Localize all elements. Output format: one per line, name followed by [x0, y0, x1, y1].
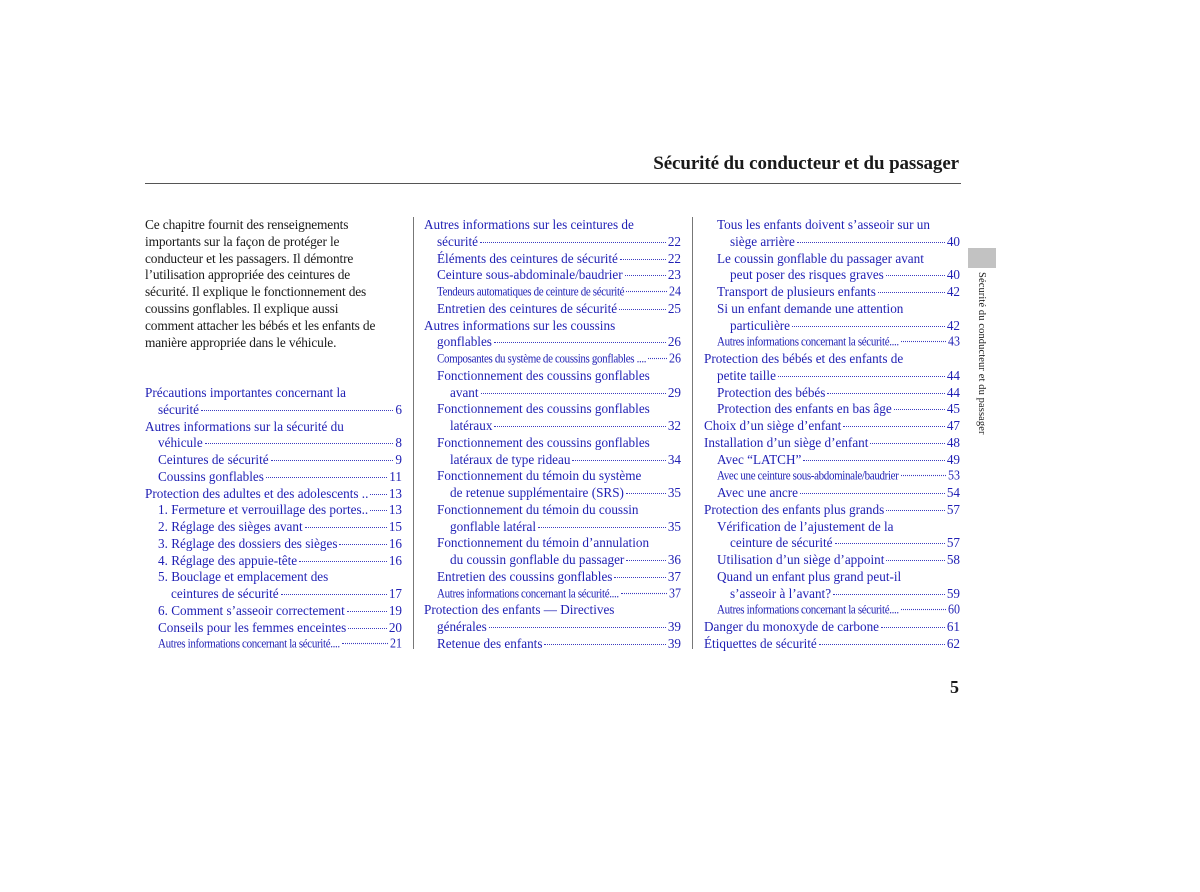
dot-leader	[835, 543, 945, 544]
toc-entry[interactable]	[704, 435, 960, 452]
toc-line	[424, 535, 681, 552]
toc-line	[704, 401, 960, 418]
toc-line	[704, 535, 960, 552]
toc-line	[145, 603, 402, 620]
dot-leader	[619, 309, 666, 310]
toc-page-number: 44	[946, 384, 960, 400]
toc-line	[424, 435, 681, 452]
toc-page-number: 34	[667, 451, 681, 467]
toc-page-number: 17	[388, 586, 402, 601]
dot-leader	[348, 628, 387, 629]
toc-column-1	[145, 385, 402, 653]
toc-line	[704, 267, 960, 284]
toc-line	[145, 634, 402, 653]
dot-leader	[901, 475, 947, 476]
toc-page-number: 58	[946, 552, 960, 567]
toc-entry-title: 5. Bouclage et emplacement des	[158, 569, 329, 585]
toc-entry[interactable]	[145, 469, 402, 486]
toc-page-number: 23	[667, 267, 681, 283]
toc-column-3	[704, 217, 960, 653]
toc-entry[interactable]	[424, 636, 681, 653]
dot-leader	[299, 561, 387, 562]
toc-entry[interactable]	[704, 602, 960, 619]
toc-entry-title: Utilisation d’un siège d’appoint	[717, 552, 885, 567]
toc-entry[interactable]	[424, 569, 681, 586]
toc-line	[145, 502, 402, 519]
toc-line	[704, 234, 960, 251]
toc-entry-title: Précautions importantes concernant la	[145, 385, 347, 400]
toc-entry-title: Protection des enfants — Directives	[424, 602, 615, 618]
toc-entry[interactable]	[704, 385, 960, 402]
toc-page-number: 35	[667, 518, 681, 534]
toc-page-number: 57	[946, 535, 960, 551]
dot-leader	[494, 342, 666, 343]
toc-page-number: 59	[946, 585, 960, 601]
toc-line	[704, 466, 960, 485]
toc-entry[interactable]	[424, 468, 681, 502]
toc-page-number: 24	[669, 283, 681, 299]
side-tab-label: Sécurité du conducteur et du passager	[976, 272, 987, 435]
toc-entry-title: Transport de plusieurs enfants	[717, 284, 876, 299]
toc-line	[145, 385, 402, 402]
toc-entry[interactable]	[424, 602, 681, 636]
toc-entry[interactable]	[704, 468, 960, 485]
toc-line	[704, 636, 960, 653]
toc-entry[interactable]	[424, 284, 681, 301]
dot-leader	[878, 292, 945, 293]
toc-entry[interactable]	[704, 284, 960, 301]
toc-entry[interactable]	[145, 536, 402, 553]
toc-line	[424, 318, 681, 335]
toc-line	[424, 282, 681, 301]
dot-leader	[621, 592, 667, 593]
toc-entry[interactable]	[704, 301, 960, 335]
toc-entry-title: 2. Réglage des sièges avant	[158, 519, 303, 534]
toc-line	[424, 301, 681, 318]
dot-leader	[342, 643, 388, 644]
toc-entry-title: Autres informations concernant la sécurité....	[717, 603, 899, 618]
toc-entry-title: Autres informations concernant la sécurité....	[717, 335, 899, 350]
toc-entry-title: peut poser des risques graves	[730, 267, 884, 283]
toc-entry-title: Conseils pour les femmes enceintes	[158, 619, 347, 635]
toc-entry-title: latéraux	[450, 418, 493, 433]
toc-line	[145, 469, 402, 486]
toc-entry[interactable]	[704, 519, 960, 553]
toc-entry-title: Composantes du système de coussins gonflables ....	[437, 352, 647, 366]
toc-page-number: 37	[667, 568, 681, 584]
toc-entry-title: avant	[450, 384, 479, 400]
toc-page-number: 39	[667, 635, 681, 651]
dot-leader	[271, 460, 394, 461]
dot-leader	[886, 275, 945, 276]
header-divider	[145, 183, 961, 184]
toc-page-number: 49	[946, 451, 960, 467]
toc-page-number: 57	[946, 501, 960, 517]
dot-leader	[881, 627, 945, 628]
dot-leader	[544, 644, 665, 645]
toc-entry-title: générales	[437, 619, 487, 634]
toc-entry[interactable]	[145, 569, 402, 603]
toc-entry-title: latéraux de type rideau	[450, 451, 571, 467]
toc-entry[interactable]	[704, 418, 960, 435]
toc-entry-title: 1. Fermeture et verrouillage des portes..	[158, 502, 369, 518]
toc-entry-title: 4. Réglage des appuie-tête	[158, 552, 298, 568]
intro-line: conducteur et les passagers. Il démontre	[145, 250, 354, 266]
toc-line	[424, 418, 681, 435]
toc-entry-title: Tendeurs automatiques de ceinture de sécurité	[437, 285, 625, 299]
toc-page-number: 62	[946, 635, 960, 651]
toc-line	[704, 368, 960, 385]
toc-page-number: 26	[669, 350, 681, 366]
dot-leader	[201, 410, 393, 411]
intro-line: comment attacher les bébés et les enfants de	[145, 317, 376, 333]
toc-page-number: 36	[667, 552, 681, 567]
toc-line	[145, 519, 402, 536]
toc-entry-title: Retenue des enfants	[437, 635, 543, 651]
toc-page-number: 6	[395, 401, 402, 417]
dot-leader	[901, 341, 946, 342]
dot-leader	[614, 577, 665, 578]
dot-leader	[370, 510, 387, 511]
toc-entry[interactable]	[424, 535, 681, 569]
dot-leader	[870, 443, 944, 444]
intro-line: coussins gonflables. Il explique aussi	[145, 300, 339, 316]
toc-line	[704, 552, 960, 569]
toc-line	[704, 301, 960, 318]
toc-entry-title: Installation d’un siège d’enfant	[704, 434, 869, 450]
toc-entry[interactable]	[704, 569, 960, 603]
toc-line	[704, 351, 960, 368]
toc-entry-title: Autres informations sur les coussins	[424, 317, 616, 333]
toc-page-number: 32	[667, 418, 681, 433]
toc-entry-title: Choix d’un siège d’enfant	[704, 418, 842, 433]
toc-page-number: 53	[948, 467, 960, 484]
toc-entry-title: s’asseoir à l’avant?	[730, 585, 832, 601]
toc-line	[424, 485, 681, 502]
dot-leader	[620, 259, 666, 260]
toc-page-number: 42	[946, 284, 960, 299]
dot-leader	[886, 510, 945, 511]
toc-entry[interactable]	[424, 502, 681, 536]
toc-entry-title: Danger du monoxyde de carbone	[704, 619, 880, 634]
dot-leader	[797, 242, 945, 243]
dot-leader	[281, 594, 387, 595]
dot-leader	[803, 460, 944, 461]
toc-entry[interactable]	[145, 636, 402, 653]
toc-entry[interactable]	[704, 502, 960, 519]
toc-entry-title: Étiquettes de sécurité	[704, 635, 817, 651]
toc-page-number: 22	[667, 250, 681, 266]
toc-line	[704, 600, 960, 619]
toc-page-number: 37	[669, 584, 681, 601]
toc-entry[interactable]	[145, 419, 402, 453]
toc-line	[424, 569, 681, 586]
toc-line	[424, 234, 681, 251]
toc-entry-title: Coussins gonflables	[158, 468, 264, 484]
dot-leader	[827, 393, 944, 394]
dot-leader	[494, 426, 665, 427]
toc-entry[interactable]	[704, 485, 960, 502]
toc-entry-title: Éléments des ceintures de sécurité	[437, 250, 618, 266]
toc-line	[424, 368, 681, 385]
dot-leader	[205, 443, 394, 444]
intro-line: Ce chapitre fournit des renseignements	[145, 217, 349, 232]
toc-line	[145, 435, 402, 452]
toc-column-2	[424, 217, 681, 653]
toc-line	[145, 452, 402, 469]
toc-page-number: 25	[667, 300, 681, 316]
dot-leader	[339, 544, 386, 545]
toc-entry-title: Autres informations concernant la sécurité....	[158, 637, 340, 652]
toc-entry-title: particulière	[730, 317, 791, 333]
dot-leader	[572, 460, 665, 461]
toc-entry-title: Protection des bébés et des enfants de	[704, 351, 904, 366]
toc-entry-title: Protection des enfants plus grands	[704, 501, 885, 517]
toc-entry-title: sécurité	[437, 233, 479, 249]
toc-entry-title: Autres informations sur les ceintures de	[424, 217, 634, 232]
toc-page-number: 21	[390, 635, 402, 652]
toc-entry-title: gonflables	[437, 334, 492, 350]
toc-entry[interactable]	[424, 217, 681, 251]
toc-line	[704, 502, 960, 519]
toc-entry[interactable]	[704, 619, 960, 636]
toc-entry-title: Protection des enfants en bas âge	[717, 401, 892, 417]
toc-entry[interactable]	[145, 486, 402, 503]
toc-line	[424, 602, 681, 619]
toc-page-number: 47	[946, 418, 960, 433]
intro-paragraph	[145, 217, 405, 351]
toc-page-number: 13	[388, 502, 402, 518]
toc-entry-title: Quand un enfant plus grand peut-il	[717, 568, 902, 584]
toc-entry[interactable]	[424, 435, 681, 469]
toc-line	[424, 519, 681, 536]
toc-page-number: 8	[395, 435, 402, 451]
dot-leader	[833, 594, 945, 595]
toc-page-number: 20	[388, 619, 402, 635]
toc-entry[interactable]	[424, 251, 681, 268]
dot-leader	[626, 560, 665, 561]
toc-page-number: 35	[667, 485, 681, 500]
dot-leader	[626, 493, 666, 494]
toc-entry[interactable]	[424, 351, 681, 368]
toc-page-number: 26	[667, 334, 681, 350]
toc-entry-title: Fonctionnement du témoin d’annulation	[437, 535, 650, 551]
dot-leader	[648, 358, 667, 359]
toc-page-number: 16	[388, 535, 402, 551]
toc-entry[interactable]	[145, 502, 402, 519]
toc-entry-title: Ceintures de sécurité	[158, 452, 269, 467]
toc-line	[424, 468, 681, 485]
toc-entry-title: Protection des bébés	[717, 384, 826, 400]
page-number: 5	[950, 677, 959, 697]
toc-entry-title: Fonctionnement des coussins gonflables	[437, 434, 650, 450]
toc-entry-title: ceinture de sécurité	[730, 535, 833, 551]
toc-line	[145, 486, 402, 503]
dot-leader	[886, 560, 944, 561]
toc-line	[145, 402, 402, 419]
toc-entry-title: Fonctionnement du témoin du système	[437, 468, 642, 484]
dot-leader	[894, 409, 945, 410]
toc-line	[704, 569, 960, 586]
toc-entry[interactable]	[424, 586, 681, 603]
toc-page-number: 19	[388, 602, 402, 618]
toc-line	[704, 485, 960, 502]
toc-line	[145, 553, 402, 570]
toc-page-number: 45	[946, 401, 960, 417]
toc-entry[interactable]	[424, 401, 681, 435]
toc-entry-title: ceintures de sécurité	[171, 586, 279, 601]
dot-leader	[800, 493, 945, 494]
toc-page-number: 40	[946, 267, 960, 283]
toc-entry-title: Entretien des ceintures de sécurité	[437, 300, 618, 316]
toc-page-number: 54	[946, 485, 960, 500]
toc-entry-title: Avec “LATCH”	[717, 451, 802, 467]
toc-entry-title: 3. Réglage des dossiers des sièges	[158, 535, 338, 551]
dot-leader	[347, 611, 387, 612]
toc-entry[interactable]	[424, 368, 681, 402]
toc-entry-title: Si un enfant demande une attention	[717, 300, 904, 316]
toc-page-number: 40	[946, 233, 960, 249]
intro-line: l’utilisation appropriée des ceintures de	[145, 267, 351, 283]
toc-entry-title: Le coussin gonflable du passager avant	[717, 250, 924, 266]
toc-entry[interactable]	[145, 385, 402, 419]
toc-line	[424, 401, 681, 418]
toc-entry[interactable]	[704, 251, 960, 285]
toc-line	[424, 583, 681, 602]
dot-leader	[480, 242, 666, 243]
toc-line	[704, 251, 960, 268]
toc-line	[704, 385, 960, 402]
intro-line: sécurité. Il explique le fonctionnement des	[145, 284, 367, 300]
toc-line	[704, 418, 960, 435]
toc-entry[interactable]	[424, 318, 681, 352]
toc-entry[interactable]	[704, 401, 960, 418]
toc-page-number: 13	[388, 485, 402, 501]
toc-entry[interactable]	[704, 552, 960, 569]
toc-line	[704, 284, 960, 301]
toc-page-number: 29	[667, 384, 681, 400]
toc-entry-title: Autres informations sur la sécurité du	[145, 418, 344, 434]
dot-leader	[626, 291, 667, 292]
toc-entry-title: gonflable latéral	[450, 518, 537, 534]
toc-entry-title: Ceinture sous-abdominale/baudrier	[437, 267, 623, 283]
toc-line	[145, 419, 402, 436]
toc-entry-title: Tous les enfants doivent s’asseoir sur un	[717, 217, 930, 232]
intro-line: manière appropriée dans le véhicule.	[145, 334, 337, 350]
toc-entry[interactable]	[145, 519, 402, 536]
toc-line	[145, 536, 402, 553]
toc-line	[704, 217, 960, 234]
toc-line	[704, 619, 960, 636]
toc-page-number: 15	[388, 519, 402, 534]
toc-page-number: 61	[946, 619, 960, 634]
toc-entry[interactable]	[145, 452, 402, 469]
dot-leader	[305, 527, 387, 528]
dot-leader	[843, 426, 944, 427]
dot-leader	[819, 644, 945, 645]
toc-line	[145, 586, 402, 603]
toc-page-number: 22	[667, 233, 681, 249]
toc-entry-title: Fonctionnement du témoin du coussin	[437, 501, 639, 517]
toc-line	[424, 502, 681, 519]
dot-leader	[901, 609, 946, 610]
toc-entry-title: petite taille	[717, 367, 776, 383]
toc-entry-title: Protection des adultes et des adolescents ..	[145, 485, 369, 501]
toc-entry-title: siège arrière	[730, 233, 795, 249]
toc-entry-title: Entretien des coussins gonflables	[437, 568, 613, 584]
toc-page-number: 60	[948, 601, 960, 618]
section-tab	[968, 248, 996, 268]
dot-leader	[538, 527, 666, 528]
toc-entry[interactable]	[145, 553, 402, 570]
toc-entry-title: Fonctionnement des coussins gonflables	[437, 401, 650, 417]
toc-entry[interactable]	[424, 301, 681, 318]
dot-leader	[489, 627, 666, 628]
toc-entry-title: Fonctionnement des coussins gonflables	[437, 367, 650, 383]
toc-entry[interactable]	[704, 351, 960, 385]
toc-line	[424, 385, 681, 402]
dot-leader	[370, 494, 386, 495]
toc-page-number: 42	[946, 317, 960, 333]
toc-entry-title: de retenue supplémentaire (SRS)	[450, 485, 624, 500]
toc-line	[145, 569, 402, 586]
toc-entry-title: 6. Comment s’asseoir correctement	[158, 602, 345, 618]
toc-line	[704, 519, 960, 536]
intro-line: importants sur la façon de protéger le	[145, 233, 340, 249]
dot-leader	[778, 376, 945, 377]
toc-entry[interactable]	[704, 334, 960, 351]
toc-line	[424, 636, 681, 653]
toc-entry-title: véhicule	[158, 435, 203, 451]
toc-entry[interactable]	[704, 636, 960, 653]
dot-leader	[625, 275, 666, 276]
toc-page-number: 44	[946, 367, 960, 383]
toc-entry-title: du coussin gonflable du passager	[450, 552, 625, 567]
dot-leader	[792, 326, 945, 327]
toc-entry[interactable]	[704, 217, 960, 251]
dot-leader	[481, 393, 666, 394]
toc-line	[704, 435, 960, 452]
toc-entry-title: Autres informations concernant la sécurité....	[437, 586, 619, 601]
column-divider	[413, 217, 414, 649]
toc-page-number: 16	[388, 552, 402, 568]
toc-entry-title: Avec une ancre	[717, 485, 799, 500]
toc-line	[424, 251, 681, 268]
toc-line	[424, 619, 681, 636]
toc-entry-title: sécurité	[158, 401, 200, 417]
toc-line	[424, 452, 681, 469]
toc-entry-title: Vérification de l’ajustement de la	[717, 518, 894, 534]
toc-page-number: 43	[948, 333, 960, 350]
toc-page-number: 39	[667, 619, 681, 634]
toc-line	[424, 552, 681, 569]
toc-page-number: 11	[389, 468, 402, 484]
column-divider	[692, 217, 693, 649]
toc-line	[424, 349, 681, 368]
toc-page-number: 9	[395, 452, 402, 467]
toc-line	[424, 217, 681, 234]
toc-entry[interactable]	[145, 603, 402, 620]
toc-page-number: 48	[946, 434, 960, 450]
page-title: Sécurité du conducteur et du passager	[653, 153, 959, 174]
toc-entry-title: Avec une ceinture sous-abdominale/baudrier	[717, 469, 899, 484]
dot-leader	[266, 477, 387, 478]
toc-line	[704, 332, 960, 351]
